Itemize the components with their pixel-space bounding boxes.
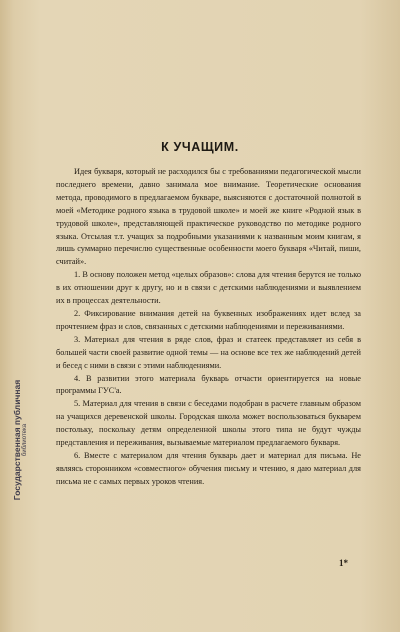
library-stamp xyxy=(10,340,32,540)
paragraph-6: 6. Вместе с материалом для чтения букварь дает и материал для письма. Не являясь сторонником «совместного» обучения письму и чтению, я даю материал для письма не с самых первых уроков чтения. xyxy=(56,450,361,486)
body-text xyxy=(56,166,361,489)
stamp-line-1: Государственная публичная xyxy=(12,379,22,501)
stamp-line-2: библиотека xyxy=(22,423,28,457)
paragraph-3: 3. Материал для чтения в ряде слов, фраз и статеек представляет из себя в большей части своей развитие одной темы — на основе все тех же наблюдений детей и бесед с ними в связи с этими наблюдениями. xyxy=(56,334,361,370)
paragraph-2: 2. Фиксирование внимания детей на буквенных изображениях идет вслед за прочтением фраз и слов, связанных с детскими наблюдениями и переживаниями. xyxy=(56,308,361,331)
paragraph-5: 5. Материал для чтения в связи с беседами подобран в расчете главным образом на учащихся деревенской школы. Городская школа может воспользоваться букварем постольку, поскольку детям определенной школы этого типа не будут чужды представления и переживания, вызываемые материалом предлагаемого букваря. xyxy=(56,399,361,448)
page-number: 1* xyxy=(339,558,348,568)
paragraph-1: 1. В основу положен метод «целых образов»: слова для чтения берутся не только в их отношении друг к другу, но и в связи с детскими наблюдениями и выявлением их в процессах деятельности. xyxy=(56,270,361,306)
page-title: К УЧАЩИМ. xyxy=(161,140,239,154)
paragraph-4: 4. В развитии этого материала букварь отчасти ориентируется на новые программы ГУС'а. xyxy=(56,373,361,396)
intro-paragraph: Идея букваря, который не расходился бы с требованиями педагогической мысли последнего времени, давно занимала мое внимание. Теоретические основания метода, проводимого в предлагаемом букваре, выясняются с достаточной полнотой в моей «Методике родного языка в трудовой школе» и моей же книге «Родной язык в трудовой школе», представляющей практическое руководство по методике родного языка. Отсылая т.т. учащих за подробными указаниями к названным моим книгам, я лишь суммарно перечислю существенные особенности моего букваря «Читай, пиши, считай». xyxy=(56,167,361,267)
